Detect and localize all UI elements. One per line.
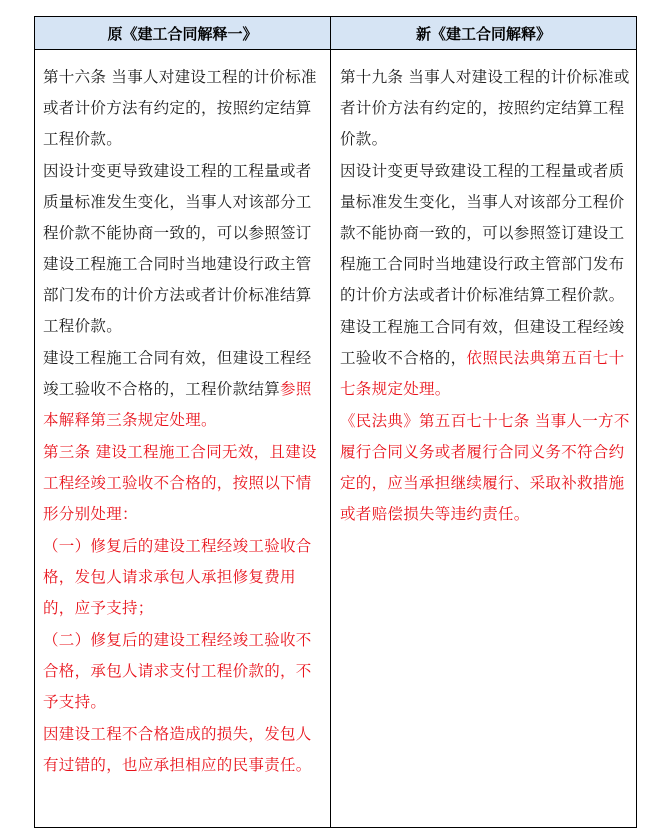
old-article-3-item-2: （二）修复后的建设工程经竣工验收不合格，承包人请求支付工程价款的，不予支持。 bbox=[43, 631, 312, 711]
comparison-table bbox=[34, 16, 637, 828]
old-article-16: 第十六条 当事人对建设工程的计价标准或者计价方法有约定的，按照约定结算工程价款。 bbox=[43, 68, 317, 148]
new-interpretation-column bbox=[331, 50, 636, 827]
table-body-row bbox=[35, 50, 636, 827]
header-new-interpretation: 新《建工合同解释》 bbox=[415, 24, 551, 43]
old-acceptance-highlight: 参照本解释第三条规定处理。 bbox=[43, 380, 312, 429]
header-old-interpretation: 原《建工合同解释一》 bbox=[35, 17, 331, 49]
table-header-row bbox=[35, 17, 636, 50]
old-article-3-liability: 因建设工程不合格造成的损失，发包人有过错的，也应承担相应的民事责任。 bbox=[43, 725, 312, 774]
old-article-3-item-1: （一）修复后的建设工程经竣工验收合格，发包人请求承包人承担修复费用的，应予支持； bbox=[43, 537, 312, 617]
old-acceptance-text: 建设工程施工合同有效，但建设工程经竣工验收不合格的，工程价款结算 bbox=[43, 349, 312, 398]
new-acceptance-paragraph bbox=[340, 312, 632, 405]
old-interpretation-column bbox=[35, 50, 331, 827]
new-article-19: 第十九条 当事人对建设工程的计价标准或者计价方法有约定的，按照约定结算工程价款。 bbox=[340, 68, 630, 148]
old-acceptance-paragraph bbox=[43, 343, 324, 436]
civil-code-article-577: 《民法典》第五百七十七条 当事人一方不履行合同义务或者履行合同义务不符合约定的，应当承担继续履行、采取补救措施或者赔偿损失等违约责任。 bbox=[340, 412, 630, 523]
new-acceptance-highlight: 依照民法典第五百七十七条规定处理。 bbox=[340, 349, 625, 398]
old-design-change-paragraph: 因设计变更导致建设工程的工程量或者质量标准发生变化，当事人对该部分工程价款不能协商一致的，可以参照签订建设工程施工合同时当地建设行政主管部门发布的计价方法或者计价标准结算工程价款。 bbox=[43, 162, 312, 335]
new-acceptance-text: 建设工程施工合同有效，但建设工程经竣工验收不合格的， bbox=[340, 318, 625, 367]
old-article-3: 第三条 建设工程施工合同无效，且建设工程经竣工验收不合格的，按照以下情形分别处理： bbox=[43, 443, 317, 523]
new-design-change-paragraph: 因设计变更导致建设工程的工程量或者质量标准发生变化，当事人对该部分工程价款不能协商一致的，可以参照签订建设工程施工合同时当地建设行政主管部门发布的计价方法或者计价标准结算工程价款。 bbox=[340, 162, 625, 304]
